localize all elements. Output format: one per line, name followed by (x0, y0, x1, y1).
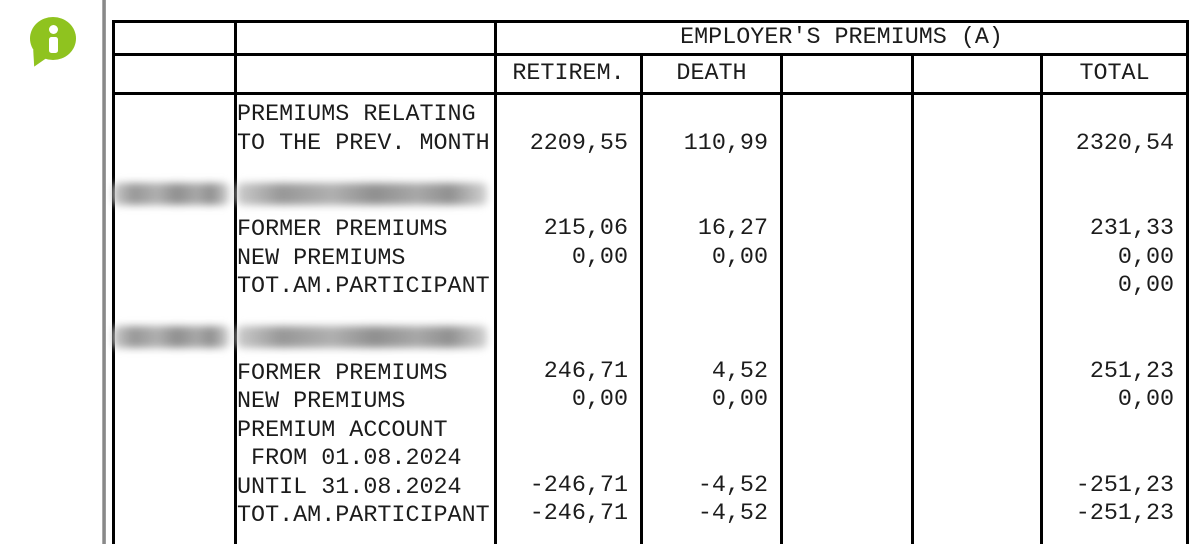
table-line-total-value: 0,00 (1117, 244, 1175, 271)
table-line-row-label: TOT.AM.PARTICIPANT (237, 274, 490, 300)
info-glyph-text (30, 17, 31, 18)
table-line-total-value (1043, 158, 1186, 187)
table-line-death-value (643, 158, 780, 187)
table-line-ref-cell (115, 273, 234, 302)
redacted-text (237, 326, 487, 348)
table-line-retirem-value (497, 187, 640, 216)
table-line-row-label: UNTIL 31.08.2024 (237, 474, 462, 501)
column-header-label (236, 55, 496, 94)
table-line-retirem-value: 0,00 (571, 244, 628, 271)
column-header-empty-2 (913, 55, 1042, 94)
table-line-retirem-value (497, 101, 640, 130)
table-line-death-value (643, 443, 780, 472)
table-line-row-label (237, 188, 494, 217)
table-line-retirem-value: 2209,55 (529, 130, 628, 157)
table-line-total-value: 2320,54 (1075, 130, 1175, 157)
column-header-total: TOTAL (1042, 55, 1188, 94)
table-group-header-row (114, 22, 1188, 55)
table-line-retirem-value (497, 443, 640, 472)
table-line-ref-cell (115, 388, 234, 417)
table-line-ref-cell (115, 101, 234, 130)
table-line-death-value (643, 187, 780, 216)
table-line-ref-cell (115, 445, 234, 474)
body-column-total (1042, 94, 1188, 544)
table-line-retirem-value (497, 301, 640, 330)
table-line-total-value: 251,23 (1089, 358, 1175, 385)
table-line-death-value: -4,52 (697, 472, 768, 499)
table-line-death-value: 0,00 (711, 387, 768, 413)
table-line-total-value: 231,33 (1089, 216, 1175, 242)
table-line-death-value: 0,00 (711, 244, 768, 271)
table-column-header-row (114, 55, 1188, 94)
table-line-ref-cell (115, 130, 234, 159)
table-line-row-label: TOT.AM.PARTICIPANT (237, 503, 490, 529)
body-column-retirem (496, 94, 642, 544)
table-line-total-value (1043, 329, 1186, 358)
table-line-death-value: 110,99 (683, 130, 768, 157)
body-column-empty-2 (913, 94, 1042, 544)
table-line-row-label (237, 331, 494, 360)
table-line-death-value (643, 415, 780, 444)
table-line-total-value (1043, 187, 1186, 216)
info-i-glyph (49, 25, 58, 53)
column-header-ref (114, 55, 236, 94)
table-line-row-label: FORMER PREMIUMS (237, 360, 448, 387)
table-line-death-value: 4,52 (711, 358, 768, 385)
info-bubble-tail (29, 50, 51, 70)
table-line-ref-cell (115, 474, 234, 503)
table-line-ref-cell (115, 331, 234, 360)
table-line-row-label: FROM 01.08.2024 (237, 446, 462, 472)
table-line-total-value (1043, 415, 1186, 444)
table-line-retirem-value: 0,00 (571, 387, 628, 413)
table-body-row (114, 94, 1188, 544)
table-line-retirem-value (497, 272, 640, 301)
table-line-death-value: -4,52 (697, 501, 768, 527)
info-icon[interactable] (30, 17, 77, 65)
table-line-ref-cell (115, 216, 234, 245)
table-line-retirem-value (497, 158, 640, 187)
premiums-table (112, 20, 1189, 544)
table-line-death-value (643, 329, 780, 358)
table-line-row-label: FORMER PREMIUMS (237, 217, 448, 243)
table-line-total-value: -251,23 (1075, 472, 1175, 499)
body-column-labels (236, 94, 496, 544)
column-header-retirem: RETIREM. (496, 55, 642, 94)
table-line-retirem-value: -246,71 (529, 472, 628, 499)
table-line-total-value: 0,00 (1117, 387, 1175, 413)
column-header-death: DEATH (642, 55, 782, 94)
body-column-death (642, 94, 782, 544)
table-line-death-value (643, 101, 780, 130)
table-line-death-value (643, 272, 780, 301)
body-column-empty-1 (782, 94, 913, 544)
table-line-ref-cell (115, 188, 234, 217)
table-line-row-label: NEW PREMIUMS (237, 389, 406, 415)
header-empty-cell (114, 22, 236, 55)
table-line-total-value: -251,23 (1075, 501, 1175, 527)
table-line-retirem-value: -246,71 (529, 501, 628, 527)
column-header-empty-1 (782, 55, 913, 94)
group-header-employers-premiums: EMPLOYER'S PREMIUMS (A) (496, 22, 1188, 55)
table-line-death-value: 16,27 (697, 216, 768, 242)
table-line-death-value (643, 301, 780, 330)
redacted-text (237, 183, 487, 205)
table-line-total-value (1043, 443, 1186, 472)
table-line-row-label: PREMIUMS RELATING (237, 102, 476, 128)
table-line-total-value: 0,00 (1117, 273, 1175, 299)
table-line-row-label: PREMIUM ACCOUNT (237, 417, 448, 444)
table-line-retirem-value: 246,71 (543, 358, 628, 385)
redacted-text (113, 326, 229, 348)
table-line-row-label: TO THE PREV. MONTH (237, 130, 490, 157)
pane-divider (102, 0, 106, 544)
table-line-ref-cell (115, 360, 234, 389)
table-line-retirem-value (497, 329, 640, 358)
table-line-ref-cell (115, 417, 234, 446)
table-line-row-label: NEW PREMIUMS (237, 245, 406, 272)
body-column-ref (114, 94, 236, 544)
table-line-ref-cell (115, 245, 234, 274)
header-empty-cell (236, 22, 496, 55)
table-line-retirem-value: 215,06 (543, 216, 628, 242)
table-line-total-value (1043, 301, 1186, 330)
redacted-text (113, 183, 229, 205)
table-line-total-value (1043, 101, 1186, 130)
table-line-ref-cell (115, 502, 234, 531)
table-line-retirem-value (497, 415, 640, 444)
